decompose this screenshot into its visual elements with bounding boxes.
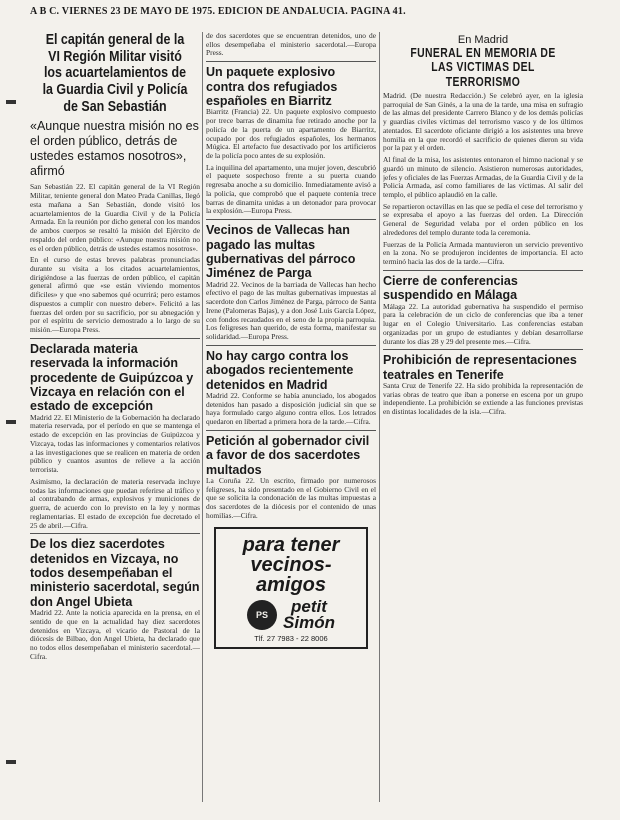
ad-brand xyxy=(222,596,360,632)
article-body: Se repartieron octavillas en las que se pedía el cese del terrorismo y se expresaba el apoyo a las fuerzas del orden. La Dirección General de Seguridad velaba por el orden público en los alrededores del templo durante toda la ceremonia. xyxy=(383,201,583,237)
headline-captain-general: El capitán general de la VI Región Militar visitó los acuartelamientos de la Guardia Civil y Policía de San Sebastián xyxy=(42,32,188,115)
divider xyxy=(30,338,200,339)
headline-vallecas: Vecinos de Vallecas han pagado las multas gubernativas del párroco Jiménez de Parga xyxy=(206,223,356,281)
headline-funeral: FUNERAL EN MEMORIA DE LAS VICTIMAS DEL TERRORISMO xyxy=(410,45,556,89)
column-2 xyxy=(206,32,376,802)
headline-biarritz: Un paquete explosivo contra dos refugiados españoles en Biarritz xyxy=(206,65,338,108)
headline-malaga: Cierre de conferencias suspendido en Málaga xyxy=(383,273,518,303)
ad-phone: Tlf. 27 7983 - 22 8006 xyxy=(254,633,328,643)
article-body: La Coruña 22. Un escrito, firmado por numerosos feligreses, ha sido presentado en el Gobierno Civil en el que se solicita la condonación de las multas impuestas a dos sacerdotes de la diócesis por el contenido de unas homilías.—Cifra. xyxy=(206,475,376,520)
headline-sacerdotes-vizcaya: De los diez sacerdotes detenidos en Vizcaya, no todos desempeñaban el ministerio sacerdotal, según don Angel Ubieta xyxy=(30,537,200,609)
article-body: Madrid 22. Conforme se había anunciado, los abogados detenidos han pasado a disposición judicial sin que se haya formulado cargo alguno contra ellos. Los letrados quedaron en libertad a primera hora de la tarde.—Cifra. xyxy=(206,390,376,427)
column-1 xyxy=(30,32,200,802)
binding-mark xyxy=(6,760,16,764)
divider xyxy=(206,345,376,346)
article-body: de dos sacerdotes que se encuentran detenidos, uno de ellos desempeñaba el ministerio sacerdotal.—Europa Press. xyxy=(206,32,376,58)
brand-logo-icon: PS xyxy=(247,600,277,630)
article-body: Málaga 22. La autoridad gubernativa ha suspendido el permiso para la celebración de un ciclo de conferencias que iba a tener lugar en el Colegio Universitario. Las conferencias estaban organizadas por un grupo de estudiantes y debían desarrollarse durante los días 28 y 29 del presente mes.—Cifra. xyxy=(383,301,583,346)
divider xyxy=(206,430,376,431)
article-body: La inquilina del apartamento, una mujer joven, descubrió el paquete sospechoso frente a su puerta cuando regresaba anoche a su domicilio. Inmediatamente avisó a la policía, que comprobó que el paquete contenía trece barras de dinamita unidas a un detonador para provocar la explosión.—Europa Press. xyxy=(206,162,376,216)
subheadline-quote: «Aunque nuestra misión no es el orden público, detrás de ustedes estamos nosotros», afirmó xyxy=(30,119,199,179)
article-body: Al final de la misa, los asistentes entonaron el himno nacional y se guardó un minuto de silencio. Asistieron numerosas autoridades, jefes y oficiales de las Fuerzas Armadas, de la Guardia Civil y de la Policía Armada, así como familiares de las víctimas. Al salir del templo, el público aplaudió en la calle. xyxy=(383,155,583,199)
article-body: En el curso de estas breves palabras pronunciadas durante su visita a los citados acuartelamientos, dirigiéndose a las fuerzas de orden público, el capitán general afirmó que «se están viviendo momentos difíciles» y que «no sabemos qué ocurrirá; pero estamos dispuestos a cumplir con nuestro deber». Felicitó a las fuerzas del orden por su sacrificio, por su abnegación y por el espíritu de servicio demostrado a lo largo de su misión.—Europa Press. xyxy=(30,255,200,335)
headline-tenerife: Prohibición de representaciones teatrales en Tenerife xyxy=(383,353,577,382)
article-body: Asimismo, la declaración de materia reservada incluye todas las informaciones que puedan referirse al tráfico y al contrabando de armas, explosivos y municiones de guerra, de acuerdo con lo previsto en la ley y normas reglamentarias. El estado de excepción fue decretado el 25 de abril.—Cifra. xyxy=(30,476,200,530)
headline-peticion-gobernador: Petición al gobernador civil a favor de dos sacerdotes multados xyxy=(206,433,370,477)
ad-title: para tener xyxy=(242,533,340,556)
article-body: Madrid. (De nuestra Redacción.) Se celebró ayer, en la iglesia parroquial de San Ginés, a la una de la tarde, una misa en sufragio de las almas del presidente Carrero Blanco y de los demás policías y guardias civiles víctimas del terrorismo vasco y de los últimos atentados. El sacerdote oficiante dirigió a los asistentes una breve homilía en la que recordó el sacrificio de quienes dieron su vida por la paz y el orden. xyxy=(383,90,583,153)
headline-materia-reservada: Declarada materia reservada la información procedente de Guipúzcoa y Vizcaya en relación con el estado de excepción xyxy=(30,341,194,414)
section-label: En Madrid xyxy=(457,34,509,46)
divider xyxy=(30,533,200,534)
article-body: San Sebastián 22. El capitán general de la VI Región Militar, teniente general don Mateo Prada Canillas, llegó esta mañana a San Sebastián, donde visitó los acuartelamientos de la Guardia Civil y de la Policía Armada. En la reunión por dicho general con los mandos de ambos cuerpos se resaltó la misión del Ejército de respaldo del orden público: «Aunque nuestra misión no es el orden público, detrás de ustedes estamos nosotros». xyxy=(30,182,200,253)
divider xyxy=(383,349,583,350)
article-body: Madrid 22. El Ministerio de la Gobernación ha declarado materia reservada, por el período en que se mantenga el estado de excepción en las provincias de Guipúzcoa y Vizcaya, todas las informaciones y comentarios relativos a las investigaciones que se realicen en materia de orden público y cuantos asuntos de relieve a la acción terrorista. xyxy=(30,412,200,475)
article-body: Fuerzas de la Policía Armada mantuvieron un servicio preventivo en la zona. No se produjeron incidentes de importancia. El acto terminó hacia las dos de la tarde.—Cifra. xyxy=(383,239,583,267)
advertisement-box xyxy=(214,527,368,649)
article-body: Madrid 22. Ante la noticia aparecida en la prensa, en el sentido de que en la actualidad hay diez sacerdotes detenidos en Vizcaya, el vicario de Pastoral de la diócesis de Bilbao, don Angel Ubieta, ha declarado que no todos ellos desempeñaban el ministerio sacerdotal.—Cifra. xyxy=(30,608,200,661)
article-body: Madrid 22. Vecinos de la barriada de Vallecas han hecho efectivo el pago de las multas gubernativas impuestas al sacerdote don Carlos Jiménez de Parga, párroco de Santa Irene (Palomeras Bajas), y a don José Luis García López, con fondos recaudados en el seno de la propia parroquia. Los feligreses han querido, de esta forma, manifestar su solidaridad.—Europa Press. xyxy=(206,279,376,342)
article-body: Santa Cruz de Tenerife 22. Ha sido prohibida la representación de varias obras de teatro que iban a ponerse en escena por un grupo independiente. La prohibición se extiende a las funciones previstas en distintas localidades de la isla.—Cifra. xyxy=(383,381,583,417)
headline-abogados: No hay cargo contra los abogados recientemente detenidos en Madrid xyxy=(206,348,354,392)
ad-title: vecinos-amigos xyxy=(250,553,332,596)
binding-mark xyxy=(6,420,16,424)
masthead: A B C. VIERNES 23 DE MAYO DE 1975. EDICION DE ANDALUCIA. PAGINA 41. xyxy=(30,6,406,17)
divider xyxy=(206,61,376,62)
divider xyxy=(383,270,583,271)
column-3 xyxy=(383,32,583,802)
column-divider xyxy=(202,32,203,802)
ad-brand-name: petit Simón xyxy=(283,596,335,632)
column-divider xyxy=(379,32,380,802)
article-body: Biarritz (Francia) 22. Un paquete explosivo compuesto por trece barras de dinamita fue retirado anoche por la policía de la puerta de un apartamento de Biarritz, ocupado por dos refugiados españoles, los hermanos Múgica. El artefacto fue desactivado por los artificieros de la policía poco antes de su explosión. xyxy=(206,107,376,160)
divider xyxy=(206,219,376,220)
binding-mark xyxy=(6,100,16,104)
